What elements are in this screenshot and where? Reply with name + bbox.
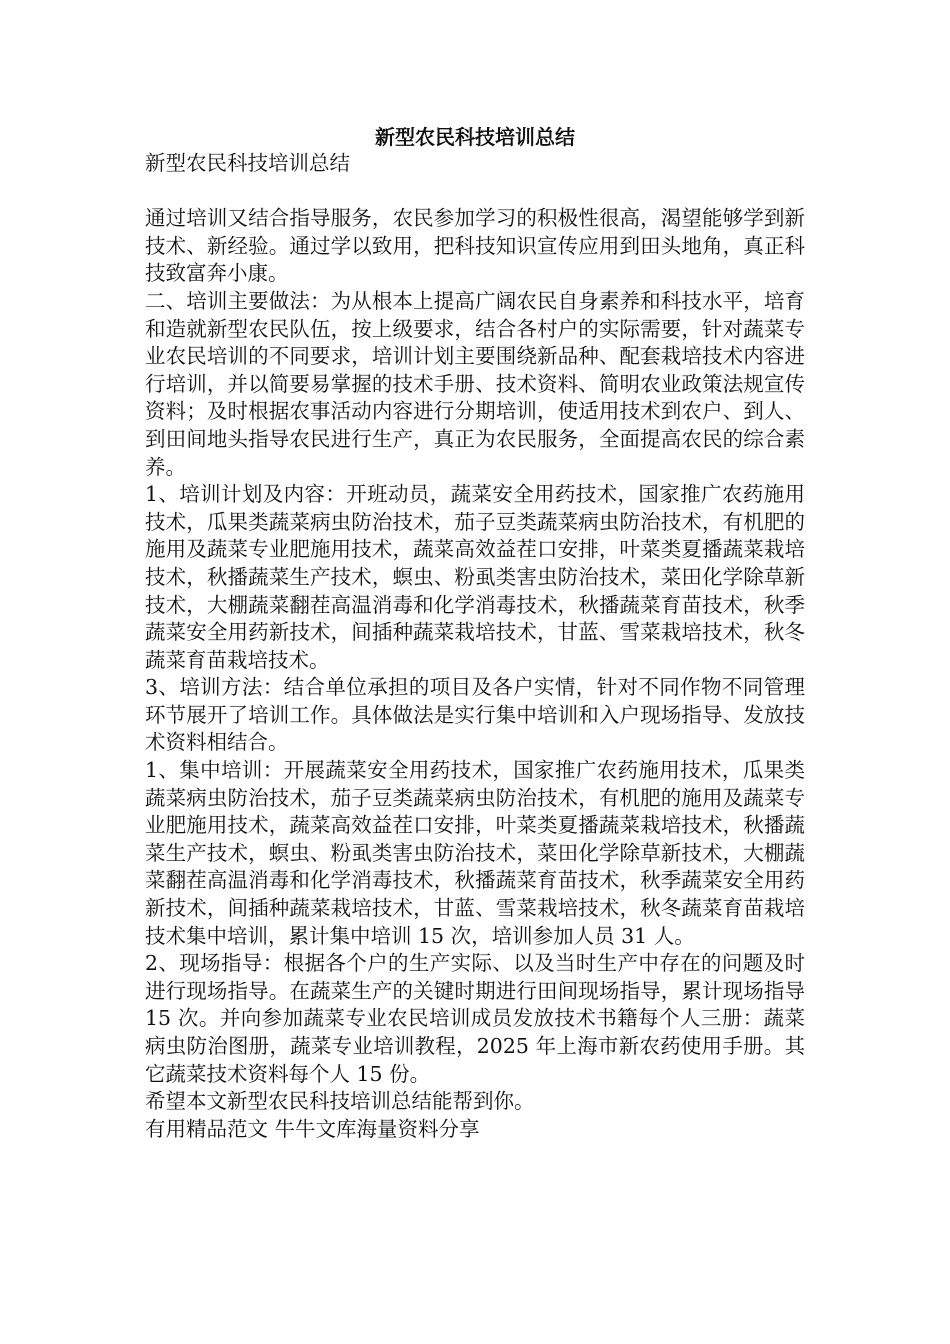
document-body bbox=[145, 150, 805, 1143]
paragraph-footer: 有用精品范文 牛牛文库海量资料分享 bbox=[145, 1116, 480, 1141]
document-subtitle: 新型农民科技培训总结 bbox=[145, 151, 350, 175]
paragraph-intro: 通过培训又结合指导服务，农民参加学习的积极性很高，渴望能够学到新技术、新经验。通过学以致用，把科技知识宣传应用到田头地角，真正科技致富奔小康。 bbox=[145, 206, 805, 286]
paragraph-centralized-training: 1、集中培训：开展蔬菜安全用药技术，国家推广农药施用技术，瓜果类蔬菜病虫防治技术，茄子豆类蔬菜病虫防治技术，有机肥的施用及蔬菜专业肥施用技术，蔬菜高效益茬口安排，叶菜类夏播蔬菜栽培技术，秋播蔬菜生产技术，螟虫、粉虱类害虫防治技术，菜田化学除草新技术，大棚蔬菜翻茬高温消毒和化学消毒技术，秋播蔬菜育苗技术，秋季蔬菜安全用药新技术，间插种蔬菜栽培技术，甘蓝、雪菜栽培技术，秋冬蔬菜育苗栽培技术集中培训，累计集中培训 15 次，培训参加人员 31 人。 bbox=[145, 758, 805, 948]
paragraph-closing: 希望本文新型农民科技培训总结能帮到你。 bbox=[145, 1089, 535, 1114]
paragraph-gap bbox=[145, 178, 805, 206]
document-title: 新型农民科技培训总结 bbox=[375, 125, 575, 149]
paragraph-field-guidance: 2、现场指导：根据各个户的生产实际、以及当时生产中存在的问题及时进行现场指导。在蔬菜生产的关键时期进行田间现场指导，累计现场指导 15 次。并向参加蔬菜专业农民培训成员发放技术书籍每个人三册：蔬菜病虫防治图册，蔬菜专业培训教程，2025 年上海市新农药使用手册。其它蔬菜技术资料每个人 15 份。 bbox=[145, 951, 805, 1086]
paragraph-main-methods: 二、培训主要做法：为从根本上提高广阔农民自身素养和科技水平，培育和造就新型农民队伍，按上级要求，结合各村户的实际需要，针对蔬菜专业农民培训的不同要求，培训计划主要围绕新品种、配套栽培技术内容进行培训，并以简要易掌握的技术手册、技术资料、简明农业政策法规宣传资料；及时根据农事活动内容进行分期培训，使适用技术到农户、到人、到田间地头指导农民进行生产，真正为农民服务，全面提高农民的综合素养。 bbox=[145, 288, 805, 479]
paragraph-training-method: 3、培训方法：结合单位承担的项目及各户实情，针对不同作物不同管理环节展开了培训工作。具体做法是实行集中培训和入户现场指导、发放技术资料相结合。 bbox=[145, 675, 805, 755]
paragraph-training-plan: 1、培训计划及内容：开班动员，蔬菜安全用药技术，国家推广农药施用技术，瓜果类蔬菜病虫防治技术，茄子豆类蔬菜病虫防治技术，有机肥的施用及蔬菜专业肥施用技术，蔬菜高效益茬口安排，叶菜类夏播蔬菜栽培技术，秋播蔬菜生产技术，螟虫、粉虱类害虫防治技术，菜田化学除草新技术，大棚蔬菜翻茬高温消毒和化学消毒技术，秋播蔬菜育苗技术，秋季蔬菜安全用药新技术，间插种蔬菜栽培技术，甘蓝、雪菜栽培技术，秋冬蔬菜育苗栽培技术。 bbox=[145, 482, 805, 672]
